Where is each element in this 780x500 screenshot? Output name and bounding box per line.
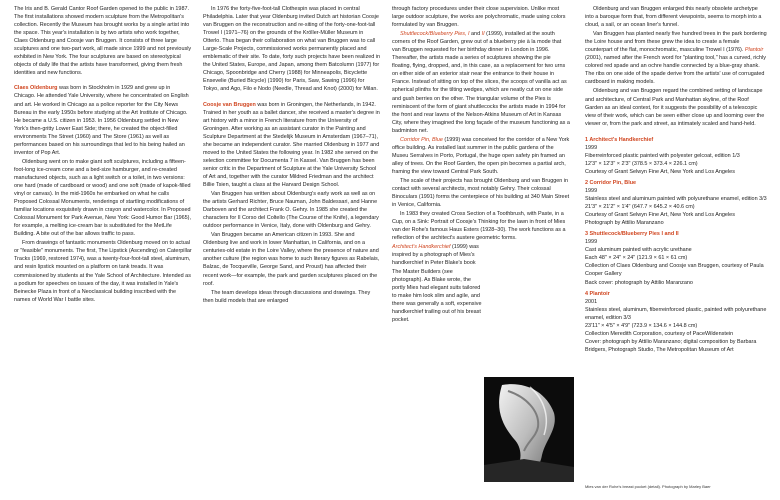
- handkerchief-photo: [484, 377, 574, 482]
- intro-paragraph: The Iris and B. Gerald Cantor Roof Garden opened to the public in 1987. The first installations showed modern sculpture from the Metropolitan's collection. Recently the Museum has brought works by a single artist into the space. This year's installation is by two artists who work together, Claes Oldenburg and Coosje van Bruggen. It consists of three large sculptures and one two-part work, all made since 1999 and not previously exhibited in New York. The four sculptures are based on stereotypical objects of daily life that the artists have transformed, giving them fresh identities and new functions.: [14, 6, 192, 77]
- catalog-item-title: 4 Plantoir: [585, 290, 610, 297]
- shuttlecock-title: Shuttlecock/Blueberry Pies, I: [400, 31, 470, 38]
- oldenburg-bio: [14, 84, 192, 156]
- catalog-item: [585, 290, 768, 354]
- vanbruggen-name: Coosje van Bruggen: [203, 101, 256, 108]
- vanbruggen-bio-text: was born in Groningen, the Netherlands, in 1942. Trained in her youth as a ballet dancer, she received a master's degree in art history with a minor in French literature from the University of Groningen. After working as an assistant curator in the Painting and Sculpture Department at the Stedelijk Museum in Amsterdam (1967–71), she became an independent curator. She married Oldenburg in 1977 and moved to the United States the following year. In 1982 she served on the selection committee for Documenta 7 in Kassel. Van Bruggen has been senior critic in the Department of Sculpture at the Yale University School of Art and, together with the curator Mildred Friedman and the architect Billie Tsien, taught a class at the Harvard Design School.: [203, 101, 380, 188]
- column-4: [585, 5, 768, 357]
- plantoir-title: Plantoir: [744, 47, 764, 54]
- corridor-pin-text: (1999) was conceived for the corridor of a New York office building. As installed last summer in the public gardens of the Museu Serralves in Porto, Portugal, the huge open safety pin framed an alley of trees. On the Roof Garden, the open pin becomes a partial arch, framing the view toward Central Park South.: [392, 136, 570, 175]
- shuttlecock-text: (1999), installed at the south corners of the Roof Garden, grew out of a blueberry pie à la mode that van Bruggen requested for her birthday dinner in London in 1996. Thereafter, the artists made a series of sculptures showing the pie floating, flying, dropped, and, in this case, as a replacement for two urns on either side of an exterior stair near the entrance to their house in France. Instead of sitting on top of the slices, the scoops of vanilla act as spherical plinths for the tilting wedges, which are neatly cut on one side and gush berries on the other. The triangular volume of the Pies is reminiscent of the form of giant shuttlecocks the artists made in 1994 for the front and rear lawns of the Nelson-Atkins Museum of Art in Kansas City, where they imagined the long façade of the museum functioning as a badminton net.: [392, 31, 570, 134]
- plantoir-text-a: Van Bruggen has planted nearly five hundred trees in the park bordering the Loire house and from these grew the idea to create a female counterpart of the flat, monochromatic, masculine Trowel I (1976).: [585, 31, 767, 54]
- catalog-item-line: 1999: [585, 144, 598, 151]
- catalog-item-line: Each 48" × 24" × 24" (121.9 × 61 × 61 cm): [585, 255, 688, 262]
- vanbruggen-bio: [203, 101, 381, 190]
- catalog-item: [585, 136, 768, 176]
- catalog-item: [585, 230, 768, 286]
- catalog-item-line: Back cover: photograph by Attilio Maranzano: [585, 279, 693, 286]
- shuttlecock-title-2: II: [481, 31, 485, 38]
- catalog-item-line: 1999: [585, 239, 598, 246]
- setting-paragraph: Oldenburg and van Bruggen regard the combined setting of landscape and architecture, of Central Park and Manhattan skyline, of the Roof Garden as an ideal context, for it suggests the possibility of a telescopic view of their work, which can be seen either close up and looming over the viewer or, from the park and street, as intimately scaled and hand-held.: [585, 88, 765, 127]
- vanbruggen-paragraph-4: Van Bruggen became an American citizen in 1993. She and Oldenburg live and work in lower Manhattan, in California, and on a centuries-old estate in the Loire Valley, where the presence of nature and another culture (the region was home to such literary figures as Rabelais, Balzac, de Tocqueville, George Sand, and Proust) has affected their recent work—for example, the park and garden sculptures placed on the roof.: [203, 232, 380, 287]
- catalog-item-line: 2001: [585, 298, 598, 305]
- vanbruggen-paragraph-3: Van Bruggen has written about Oldenburg's early work as well as on the artists Gerhard Richter, Bruce Nauman, John Baldessari, and Hanne Darboven and the architect Frank O. Gehry. In 1985 she created the characters for Il Corso del Coltello (The Course of the Knife), a legendary outdoor performance in Venice, Italy, done with Oldenburg and Gehry.: [203, 191, 379, 230]
- shuttlecock-and: and: [469, 31, 482, 38]
- plantoir-paragraph: [585, 30, 768, 86]
- plantoir-text-b: (2001), named after the French word for "planting tool," has a curved, richly colored red spade and an ochre handle connected by a blue-gray shank. The ribs on one side of the spade derive from the artists' use of corrugated cardboard in making models.: [585, 55, 766, 86]
- toothbrush-paragraph: In 1983 they created Cross Section of a Toothbrush, with Paste, in a Cup, on a Sink: Portrait of Coosje's Thinking for the lawn in front of Mies van der Rohe's famous Haus Esters (1928–30). The work functions as a reflection of the architect's austere geometric forms.: [392, 211, 566, 242]
- handkerchief-text: (1999) was inspired by a photograph of Mies's handkerchief in Peter Blake's book The Master Builders (see photograph). As Blake wrote, the portly Mies had elegant suits tailored to make him look slim and agile, and there was generally a soft, expensive handkerchief trailing out of his breast pocket.: [392, 244, 482, 323]
- corridor-pin-paragraph: [392, 136, 570, 176]
- catalog-item-line: Collection of Claes Oldenburg and Coosje van Bruggen, courtesy of Paula Cooper Gallery: [585, 263, 764, 278]
- shuttlecock-paragraph: [392, 30, 570, 135]
- catalog-item-line: Cast aluminum painted with acrylic urethane: [585, 247, 692, 254]
- catalog-list: [585, 136, 768, 354]
- oldenburg-bio-text: was born in Stockholm in 1929 and grew up in Chicago. He attended Yale University, where he concentrated on English and art. He worked in Chicago as a police reporter for the City News Bureau in the early 1950s before studying at the Art Institute of Chicago. He became a U.S. citizen in 1953. In 1956 Oldenburg settled in New York's then-gritty Lower East Side; there, he created the object-filled environments The Street (1960) and The Store (1961) as well as performances based on his surroundings that led to his being hailed an inventor of Pop Art.: [14, 85, 189, 156]
- catalog-item-line: 1999: [585, 187, 598, 194]
- handkerchief-title: Architect's Handkerchief: [392, 244, 451, 251]
- catalog-item-title: 1 Architect's Handkerchief: [585, 136, 654, 143]
- catalog-item-line: 21'3" × 21'2" × 1'4" (647.7 × 645.2 × 40.6 cm): [585, 204, 695, 211]
- catalog-item-line: Courtesy of Grant Selwyn Fine Art, New York and Los Angeles: [585, 168, 735, 175]
- column-3: [392, 5, 570, 325]
- oldenburg-name: Claes Oldenburg: [14, 85, 58, 92]
- collaboration-paragraph: In 1976 the forty-five-foot-tall Clothespin was placed in central Philadelphia. Later that year Oldenburg invited Dutch art historian Coosje van Bruggen on the reconstruction and re-siting of the forty-one-foot-tall Trowel I (1971–76) on the grounds of the Kröller-Müller Museum in Otterlo. Thus began their collaboration on what van Bruggen was to call Large-Scale Projects, commissioned works permanently placed and emblematic of their site. To date, forty such projects have been realized in the United States, Europe, and Japan, among them Batcolumn (1977) for Chicago, Spoonbridge and Cherry (1988) for Minneapolis, Bicyclette Ensevelie (Buried Bicycle) (1990) for Paris, Saw, Sawing (1996) for Tokyo, and Ago, Filo e Nodo (Needle, Thread and Knot) (2000) for Milan.: [203, 6, 381, 93]
- catalog-item-title: 3 Shuttlecock/Blueberry Pies I and II: [585, 231, 679, 238]
- catalog-item-line: Cover: photograph by Attilio Maranzano; digital composition by Barbara Bridgers, Photograph Studio, The Metropolitan Museum of Art: [585, 338, 757, 353]
- catalog-item-line: 23'11" × 4'5" × 4'9" (723.9 × 134.6 × 144.8 cm): [585, 322, 698, 329]
- photo-caption: Mies van der Rohe's breast pocket (detail). Photograph by Marley Baer: [585, 484, 711, 489]
- handkerchief-drawing: [484, 377, 574, 482]
- catalog-item-line: Courtesy of Grant Selwyn Fine Art, New York and Los Angeles: [585, 212, 735, 219]
- catalog-item-title: 2 Corridor Pin, Blue: [585, 179, 637, 186]
- archetype-paragraph: Oldenburg and van Bruggen enlarged this nearly obsolete archetype into a baroque form that, from different viewpoints, seems to morph into a cloud, a sail, or an ocean liner's funnel.: [585, 6, 762, 29]
- catalog-item-line: Fiberreinforced plastic painted with polyester gelcoat, edition 1/3: [585, 152, 740, 159]
- process-paragraph: through factory procedures under their close supervision. Unlike most large outdoor sculpture, the works are polychromatic, made using colors formulated by van Bruggen.: [392, 6, 566, 29]
- corridor-pin-title: Corridor Pin, Blue: [400, 136, 443, 143]
- oldenburg-paragraph-2: Oldenburg went on to make giant soft sculptures, including a fifteen-foot-long ice-cream cone and a bed-size hamburger, and re-created manufactured objects, such as a light switch or a toilet, in two versions: one hard (made of cardboard or wood) and one soft (made of kapok-filled vinyl or canvas). In the mid-1960s he embarked on what he calls Proposed Colossal Monuments, renderings of startling modifications of familiar locations exquisitely drawn in crayon and watercolor. In Proposed Colossal Monument for Park Avenue, New York: Good Humor Bar (1965), for example, a melting ice-cream bar is substituted for the MetLife Building. A bite out of the bar allows traffic to pass.: [14, 158, 192, 238]
- catalog-item-line: 12'3" × 12'3" × 2'3" (378.5 × 373.4 × 226.1 cm): [585, 160, 698, 167]
- catalog-item-line: Photograph by Attilio Maranzano: [585, 220, 664, 227]
- handkerchief-paragraph: [392, 243, 482, 323]
- column-1: [14, 5, 192, 305]
- catalog-item: [585, 179, 768, 227]
- column-2: [203, 5, 381, 306]
- catalog-item-line: Stainless steel, aluminum, fiberreinforced plastic, painted with polyurethane enamel, edition 3/3: [585, 306, 767, 321]
- vanbruggen-paragraph-5: The team develops ideas through discussions and drawings. They then build models that are enlarged: [203, 289, 371, 304]
- catalog-item-line: Stainless steel and aluminum painted with polyurethane enamel, edition 3/3: [585, 196, 767, 203]
- catalog-item-line: Collection Meredith Corporation, courtesy of PaceWildenstein: [585, 330, 734, 337]
- architects-paragraph: The scale of their projects has brought Oldenburg and van Bruggen in contact with several architects, most notably Gehry. Their colossal Binoculars (1991) forms the centerpiece of his building at 340 Main Street in Venice, California.: [392, 177, 570, 209]
- oldenburg-paragraph-3: From drawings of fantastic monuments Oldenburg moved on to actual or "feasible" monuments. The first, The Lipstick (Ascending) on Caterpillar Tracks (1969, restored 1974), was a twenty-four-foot-tall steel, aluminum, and resin lipstick mounted on a platform on tank treads. It was commissioned by students at the Yale School of Architecture. Intended as a podium for speeches on issues of the day, it was installed in Yale's Beinecke Plaza in front of a Neoclassical building inscribed with the names of World War I battle sites.: [14, 240, 192, 303]
